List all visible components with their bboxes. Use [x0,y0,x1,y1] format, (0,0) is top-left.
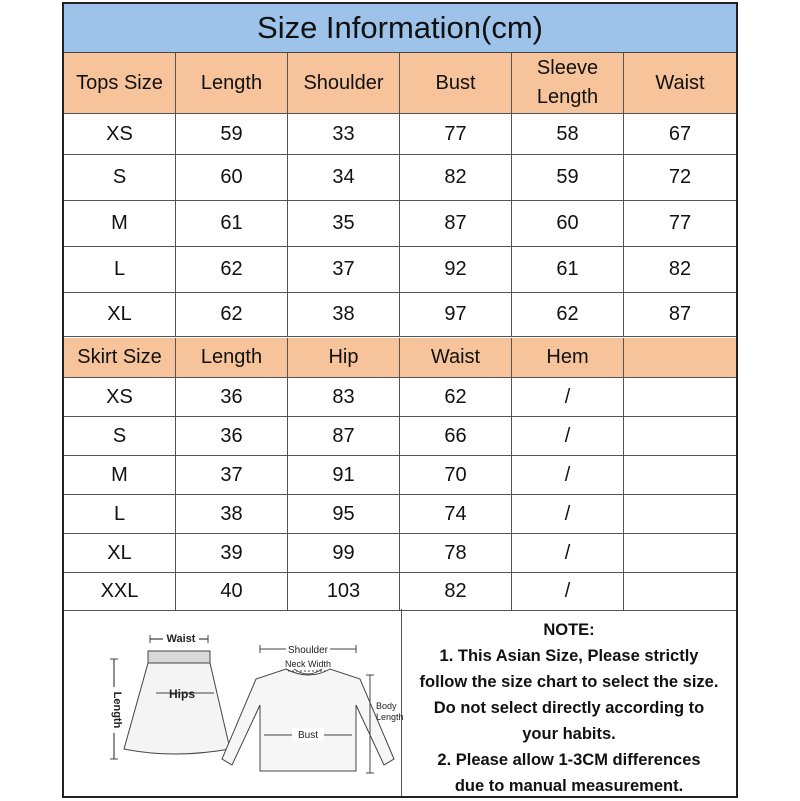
size-chart [62,2,738,798]
value-cell: 74 [400,495,512,533]
value-cell: 77 [400,114,512,154]
value-cell: 37 [288,247,400,292]
header-cell: Hip [288,338,400,377]
size-cell: S [64,417,176,455]
value-cell: 92 [400,247,512,292]
size-cell: L [64,495,176,533]
value-cell: 59 [512,155,624,200]
value-cell: 58 [512,114,624,154]
top-shoulder-label: Shoulder [287,645,329,656]
top-bust-label: Bust [297,730,319,741]
value-cell: 70 [400,456,512,494]
value-cell: 62 [176,247,288,292]
value-cell: 60 [176,155,288,200]
note-line: your habits. [522,725,616,743]
size-cell: M [64,456,176,494]
size-cell: L [64,247,176,292]
value-cell [624,573,736,610]
value-cell: / [512,534,624,572]
value-cell: 82 [400,155,512,200]
value-cell: 97 [400,293,512,336]
value-cell: / [512,378,624,416]
value-cell: 33 [288,114,400,154]
skirt-header-row [64,338,736,378]
value-cell: 34 [288,155,400,200]
value-cell: 78 [400,534,512,572]
skirt-row [64,456,736,495]
value-cell: 40 [176,573,288,610]
value-cell: 87 [668,303,692,325]
note-line: 2. Please allow 1-3CM differences [437,751,701,769]
value-cell: 82 [400,573,512,610]
header-cell [624,338,736,377]
header-cell: Waist [655,71,705,94]
value-cell: 87 [288,417,400,455]
value-cell [624,456,736,494]
value-cell [624,495,736,533]
header-cell: Hem [512,338,624,377]
value-cell: 61 [176,201,288,246]
header-cell: Length [176,53,288,113]
header-cell: Skirt Size [64,338,176,377]
note-line: Do not select directly according to [433,699,705,717]
note-panel [402,609,736,796]
top-body-label: Body [376,701,397,711]
value-cell: 95 [288,495,400,533]
value-cell: 82 [668,258,692,280]
value-cell: / [512,495,624,533]
tops-row [64,201,736,247]
size-cell: M [64,201,176,246]
value-cell: 39 [176,534,288,572]
value-cell: 62 [400,378,512,416]
value-cell: 66 [400,417,512,455]
value-cell: / [512,456,624,494]
skirt-row [64,495,736,534]
value-cell: 62 [176,293,288,336]
skirt-row [64,378,736,417]
value-cell: 60 [512,201,624,246]
header-cell: Length [176,338,288,377]
note-heading: NOTE: [543,621,595,639]
value-cell [624,378,736,416]
size-cell: XXL [64,573,176,610]
value-cell: 103 [288,573,400,610]
value-cell: 35 [288,201,400,246]
header-cell: Shoulder [288,53,400,113]
skirt-length-label: Length [111,691,123,729]
skirt-row [64,417,736,456]
value-cell: / [512,417,624,455]
value-cell [624,417,736,455]
value-cell: 59 [176,114,288,154]
skirt-row [64,573,736,611]
tops-row [64,114,736,155]
value-cell: 38 [176,495,288,533]
tops-row [64,155,736,201]
chart-title: Size Information(cm) [64,4,736,53]
value-cell: 72 [668,166,692,188]
value-cell: 87 [400,201,512,246]
value-cell: 83 [288,378,400,416]
bottom-section [64,609,736,796]
header-cell: Sleeve Length [512,53,624,113]
note-line: follow the size chart to select the size. [419,673,719,691]
note-line: 1. This Asian Size, Please strictly [439,647,699,665]
value-cell: 38 [288,293,400,336]
value-cell: 37 [176,456,288,494]
size-cell: XS [64,114,176,154]
value-cell: 36 [176,378,288,416]
top-length-label: Length [376,712,404,722]
size-cell: S [64,155,176,200]
header-cell: Tops Size [64,53,176,113]
measurement-diagrams [64,609,402,796]
tops-header-row [64,53,736,114]
header-cell: Waist [400,338,512,377]
value-cell: 62 [512,293,624,336]
skirt-waist-label: Waist [166,633,196,645]
value-cell: 67 [668,122,692,145]
size-cell: XL [64,534,176,572]
value-cell: / [512,573,624,610]
note-line: due to manual measurement. [454,777,684,795]
value-cell [624,534,736,572]
measurement-illustration [64,609,404,796]
value-cell: 99 [288,534,400,572]
skirt-row [64,534,736,573]
tops-row [64,293,736,337]
value-cell: 36 [176,417,288,455]
tops-row [64,247,736,293]
top-neck-width-label: Neck Width [284,659,332,669]
value-cell: 61 [512,247,624,292]
header-cell: Bust [400,53,512,113]
skirt-hips-label: Hips [168,687,196,701]
size-cell: XS [64,378,176,416]
size-cell: XL [64,293,176,336]
value-cell: 91 [288,456,400,494]
value-cell: 77 [668,212,692,234]
